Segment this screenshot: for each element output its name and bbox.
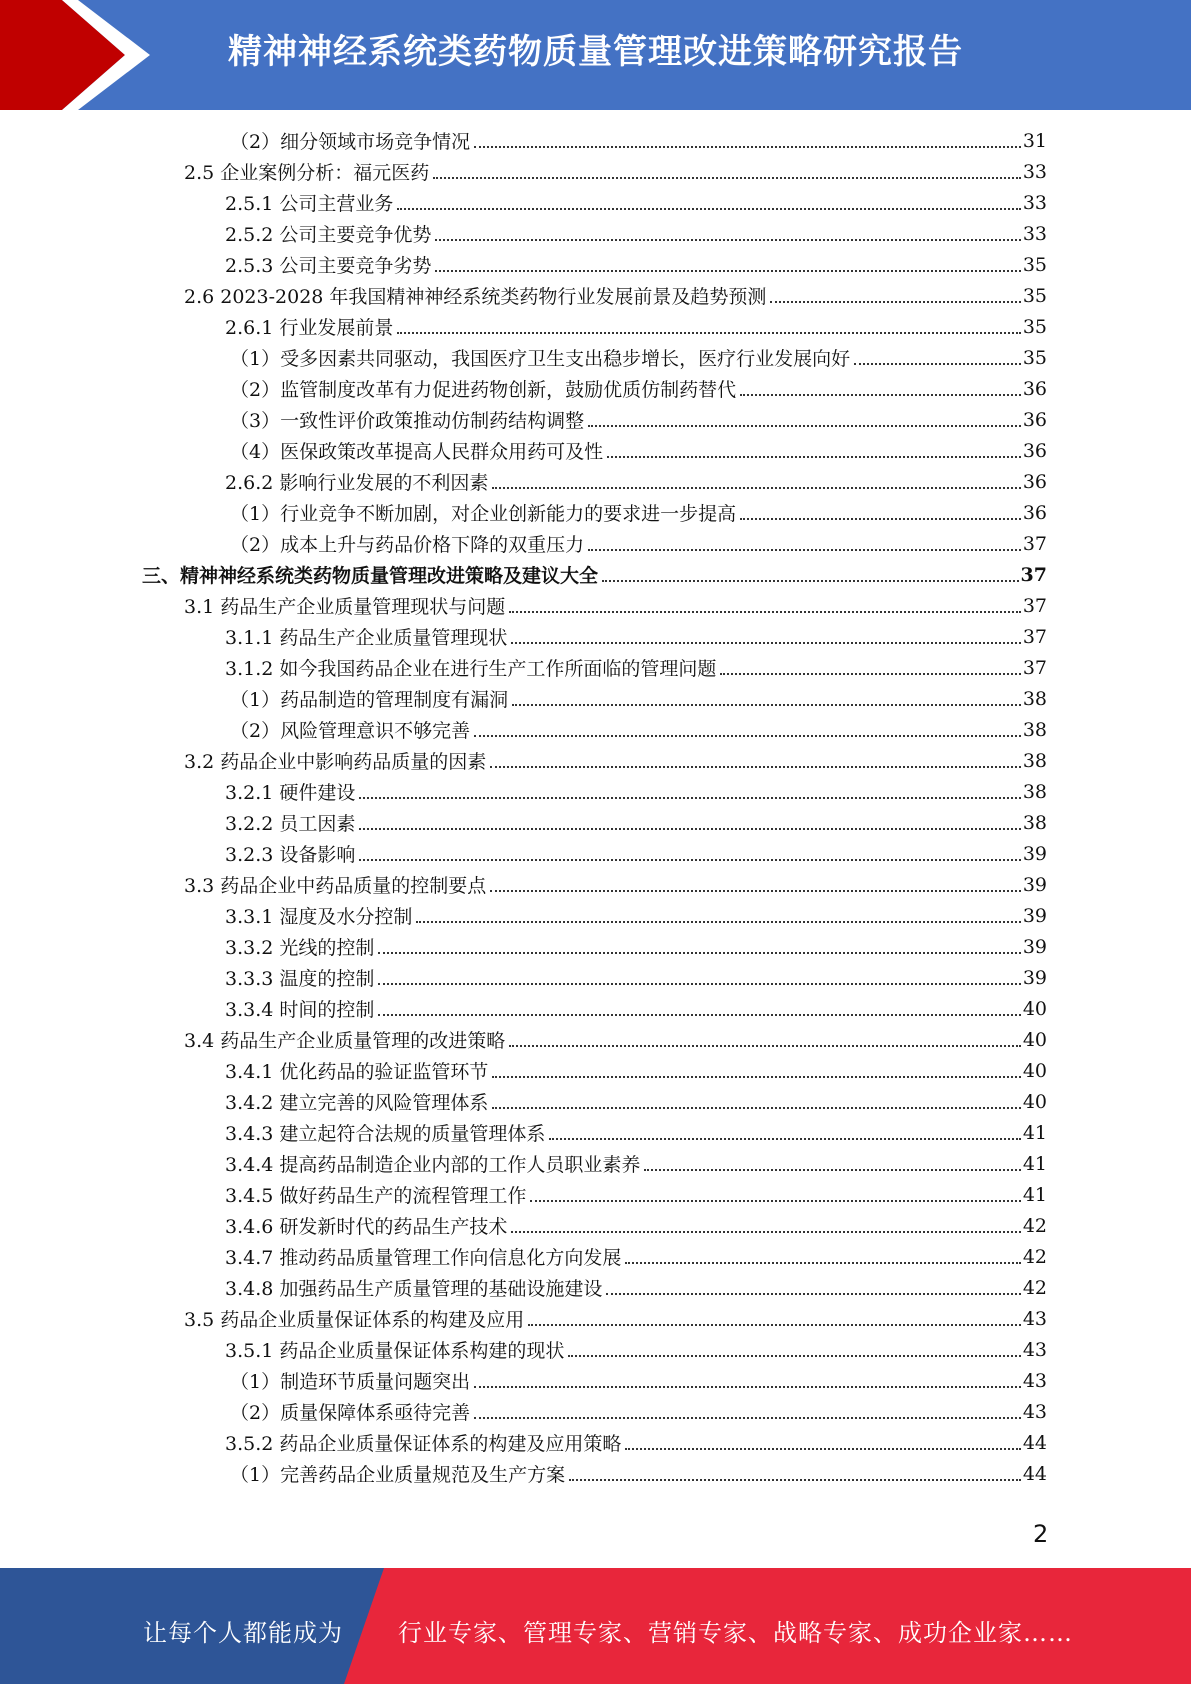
toc-entry-label: 3.2.1 硬件建设 [225,782,356,804]
toc-page-number: 41 [1022,1121,1047,1144]
toc-entry-label: 2.6.1 行业发展前景 [225,317,394,339]
toc-leader [492,1107,1020,1109]
toc-leader [602,580,1019,582]
page-number: 2 [1033,1520,1049,1548]
toc-entry[interactable] [230,1458,1047,1489]
toc-page-number: 39 [1022,935,1047,958]
toc-entry[interactable] [225,931,1047,962]
toc-entry-label: （2）监管制度改革有力促进药物创新，鼓励优质仿制药替代 [230,379,737,401]
toc-entry[interactable] [225,187,1047,218]
toc-leader [378,1014,1020,1016]
toc-entry[interactable] [225,1179,1047,1210]
toc-entry[interactable] [184,1024,1047,1055]
toc-leader [740,394,1021,396]
toc-page-number: 37 [1022,625,1047,648]
toc-entry-label: 3.4.7 推动药品质量管理工作向信息化方向发展 [225,1247,622,1269]
toc-page-number: 35 [1022,284,1047,307]
toc-entry-label: 3.4.5 做好药品生产的流程管理工作 [225,1185,527,1207]
toc-leader [528,1324,1021,1326]
toc-entry[interactable] [230,683,1047,714]
toc-leader [397,208,1020,210]
toc-leader [359,859,1020,861]
toc-entry-label: （1）药品制造的管理制度有漏洞 [230,689,509,711]
toc-page-number: 37 [1020,563,1047,586]
toc-page-number: 40 [1022,997,1047,1020]
toc-page-number: 31 [1022,129,1047,152]
toc-entry[interactable] [225,1055,1047,1086]
toc-entry[interactable] [225,1210,1047,1241]
toc-leader [770,301,1020,303]
toc-entry-label: （1）受多因素共同驱动，我国医疗卫生支出稳步增长，医疗行业发展向好 [230,348,851,370]
toc-entry-label: 3.4.3 建立起符合法规的质量管理体系 [225,1123,546,1145]
toc-entry[interactable] [225,1241,1047,1272]
toc-leader [474,1417,1021,1419]
toc-entry[interactable] [184,869,1047,900]
toc-page-number: 41 [1022,1183,1047,1206]
toc-entry[interactable] [225,1117,1047,1148]
toc-leader [378,983,1020,985]
toc-entry-label: 3.5.2 药品企业质量保证体系的构建及应用策略 [225,1433,622,1455]
toc-page-number: 41 [1022,1152,1047,1175]
toc-entry-label: （3）一致性评价政策推动仿制药结构调整 [230,410,585,432]
toc-entry-chapter[interactable] [142,559,1047,590]
toc-leader [435,239,1020,241]
toc-page-number: 33 [1022,160,1047,183]
toc-entry-label: 3.1.2 如今我国药品企业在进行生产工作所面临的管理问题 [225,658,717,680]
toc-leader [509,1045,1021,1047]
toc-leader [549,1138,1020,1140]
toc-entry-label: 3.2.3 设备影响 [225,844,356,866]
toc-page-number: 38 [1022,811,1047,834]
toc-leader [397,332,1020,334]
toc-leader [530,1200,1020,1202]
toc-entry-label: （2）风险管理意识不够完善 [230,720,471,742]
toc-entry-label: 3.4.8 加强药品生产质量管理的基础设施建设 [225,1278,603,1300]
toc-entry[interactable] [230,1365,1047,1396]
toc-entry[interactable] [225,838,1047,869]
toc-leader [588,425,1021,427]
toc-entry[interactable] [225,776,1047,807]
toc-entry[interactable] [225,652,1047,683]
footer-slogan-left: 让每个人都能成为 [143,1619,343,1647]
toc-entry-label: （2）成本上升与药品价格下降的双重压力 [230,534,585,556]
toc-entry[interactable] [230,714,1047,745]
toc-leader [359,797,1020,799]
toc-page-number: 39 [1022,966,1047,989]
toc-leader [359,828,1020,830]
toc-page-number: 39 [1022,904,1047,927]
toc-entry-label: 3.3.3 温度的控制 [225,968,375,990]
toc-page-number: 36 [1022,377,1047,400]
toc-page-number: 33 [1022,191,1047,214]
toc-entry-label: （1）完善药品企业质量规范及生产方案 [230,1464,566,1486]
toc-page-number: 33 [1022,222,1047,245]
toc-entry[interactable] [184,156,1047,187]
toc-leader [435,270,1020,272]
toc-entry[interactable] [230,342,1047,373]
toc-page-number: 42 [1022,1276,1047,1299]
toc-entry[interactable] [225,807,1047,838]
toc-entry-label: 3.3.1 湿度及水分控制 [225,906,413,928]
toc-entry[interactable] [230,373,1047,404]
toc-page-number: 40 [1022,1059,1047,1082]
footer-banner [0,1568,1191,1684]
toc-entry-label: （1）行业竞争不断加剧，对企业创新能力的要求进一步提高 [230,503,737,525]
toc-entry-label: 3.5 药品企业质量保证体系的构建及应用 [184,1309,525,1331]
toc-page-number: 42 [1022,1214,1047,1237]
toc-entry[interactable] [184,1303,1047,1334]
header-banner [0,0,1191,110]
toc-page-number: 38 [1022,718,1047,741]
toc-entry-label: 3.2.2 员工因素 [225,813,356,835]
toc-entry[interactable] [230,1396,1047,1427]
toc-entry[interactable] [225,1086,1047,1117]
toc-entry-label: 三、精神神经系统类药物质量管理改进策略及建议大全 [142,565,599,587]
toc-entry-label: 3.3.2 光线的控制 [225,937,375,959]
toc-leader [606,1293,1020,1295]
toc-leader [474,146,1021,148]
toc-entry[interactable] [225,218,1047,249]
toc-entry[interactable] [184,590,1047,621]
toc-page-number: 43 [1022,1338,1047,1361]
toc-page-number: 36 [1022,439,1047,462]
toc-entry[interactable] [230,435,1047,466]
toc-page-number: 38 [1022,780,1047,803]
toc-entry-label: 3.4.4 提高药品制造企业内部的工作人员职业素养 [225,1154,641,1176]
toc-entry-label: （2）细分领域市场竞争情况 [230,131,471,153]
toc-leader [512,704,1021,706]
toc-page-number: 35 [1022,315,1047,338]
toc-entry[interactable] [225,1427,1047,1458]
toc-entry[interactable] [225,1272,1047,1303]
toc-entry-label: 3.4 药品生产企业质量管理的改进策略 [184,1030,506,1052]
toc-entry-label: 3.3 药品企业中药品质量的控制要点 [184,875,487,897]
toc-page-number: 37 [1022,594,1047,617]
toc-entry-label: （4）医保政策改革提高人民群众用药可及性 [230,441,604,463]
footer-slogan-right: 行业专家、管理专家、营销专家、战略专家、成功企业家…… [398,1619,1073,1647]
toc-page-number: 39 [1022,842,1047,865]
toc-leader [378,952,1020,954]
toc-leader [511,1231,1020,1233]
toc-leader [625,1262,1020,1264]
toc-page-number: 40 [1022,1090,1047,1113]
toc-entry[interactable] [230,528,1047,559]
toc-entry-label: 3.4.2 建立完善的风险管理体系 [225,1092,489,1114]
toc-page-number: 37 [1022,656,1047,679]
toc-entry[interactable] [225,249,1047,280]
toc-leader [490,766,1021,768]
toc-page-number: 43 [1022,1307,1047,1330]
toc-leader [569,1479,1021,1481]
toc-entry[interactable] [225,900,1047,931]
toc-page-number: 44 [1022,1462,1047,1485]
toc-page-number: 43 [1022,1400,1047,1423]
toc-entry-label: 3.3.4 时间的控制 [225,999,375,1021]
toc-leader [490,890,1021,892]
toc-leader [509,611,1021,613]
toc-entry-label: （2）质量保障体系亟待完善 [230,1402,471,1424]
toc-leader [433,177,1021,179]
toc-leader [492,487,1020,489]
toc-entry-label: 2.5 企业案例分析：福元医药 [184,162,430,184]
toc-entry[interactable] [225,1148,1047,1179]
toc-entry-label: 3.5.1 药品企业质量保证体系构建的现状 [225,1340,565,1362]
toc-page-number: 40 [1022,1028,1047,1051]
toc-leader [720,673,1020,675]
report-title: 精神神经系统类药物质量管理改进策略研究报告 [228,32,963,72]
toc-page-number: 36 [1022,501,1047,524]
toc-entry-label: 2.6 2023-2028 年我国精神神经系统类药物行业发展前景及趋势预测 [184,286,767,308]
toc-leader [740,518,1021,520]
toc-page-number: 38 [1022,749,1047,772]
toc-entry-label: 3.4.6 研发新时代的药品生产技术 [225,1216,508,1238]
toc-leader [588,549,1021,551]
toc-entry-label: 3.1.1 药品生产企业质量管理现状 [225,627,508,649]
toc-entry-label: 3.1 药品生产企业质量管理现状与问题 [184,596,506,618]
toc-entry[interactable] [230,404,1047,435]
toc-leader [854,363,1021,365]
toc-entry[interactable] [184,745,1047,776]
toc-entry[interactable] [225,1334,1047,1365]
toc-page-number: 42 [1022,1245,1047,1268]
toc-page-number: 35 [1022,346,1047,369]
toc-page-number: 43 [1022,1369,1047,1392]
toc-page-number: 36 [1022,470,1047,493]
toc-entry[interactable] [184,280,1047,311]
toc-entry-label: 2.5.1 公司主营业务 [225,193,394,215]
toc-entry[interactable] [225,993,1047,1024]
toc-entry-label: 2.5.2 公司主要竞争优势 [225,224,432,246]
toc-page-number: 35 [1022,253,1047,276]
toc-page-number: 39 [1022,873,1047,896]
toc-leader [511,642,1020,644]
toc-entry[interactable] [225,311,1047,342]
toc-entry-label: 3.4.1 优化药品的验证监管环节 [225,1061,489,1083]
toc-page-number: 37 [1022,532,1047,555]
toc-entry[interactable] [230,125,1047,156]
toc-entry[interactable] [225,621,1047,652]
toc-entry[interactable] [225,962,1047,993]
toc-entry-label: 3.2 药品企业中影响药品质量的因素 [184,751,487,773]
toc-leader [625,1448,1020,1450]
toc-leader [416,921,1020,923]
toc-leader [492,1076,1020,1078]
toc-page-number: 38 [1022,687,1047,710]
toc-entry-label: 2.6.2 影响行业发展的不利因素 [225,472,489,494]
toc-page-number: 44 [1022,1431,1047,1454]
toc-leader [474,1386,1021,1388]
toc-entry-label: （1）制造环节质量问题突出 [230,1371,471,1393]
toc-leader [644,1169,1020,1171]
toc-entry[interactable] [225,466,1047,497]
toc-leader [607,456,1021,458]
toc-leader [474,735,1021,737]
toc-entry-label: 2.5.3 公司主要竞争劣势 [225,255,432,277]
toc-entry[interactable] [230,497,1047,528]
toc-page-number: 36 [1022,408,1047,431]
toc-leader [568,1355,1020,1357]
